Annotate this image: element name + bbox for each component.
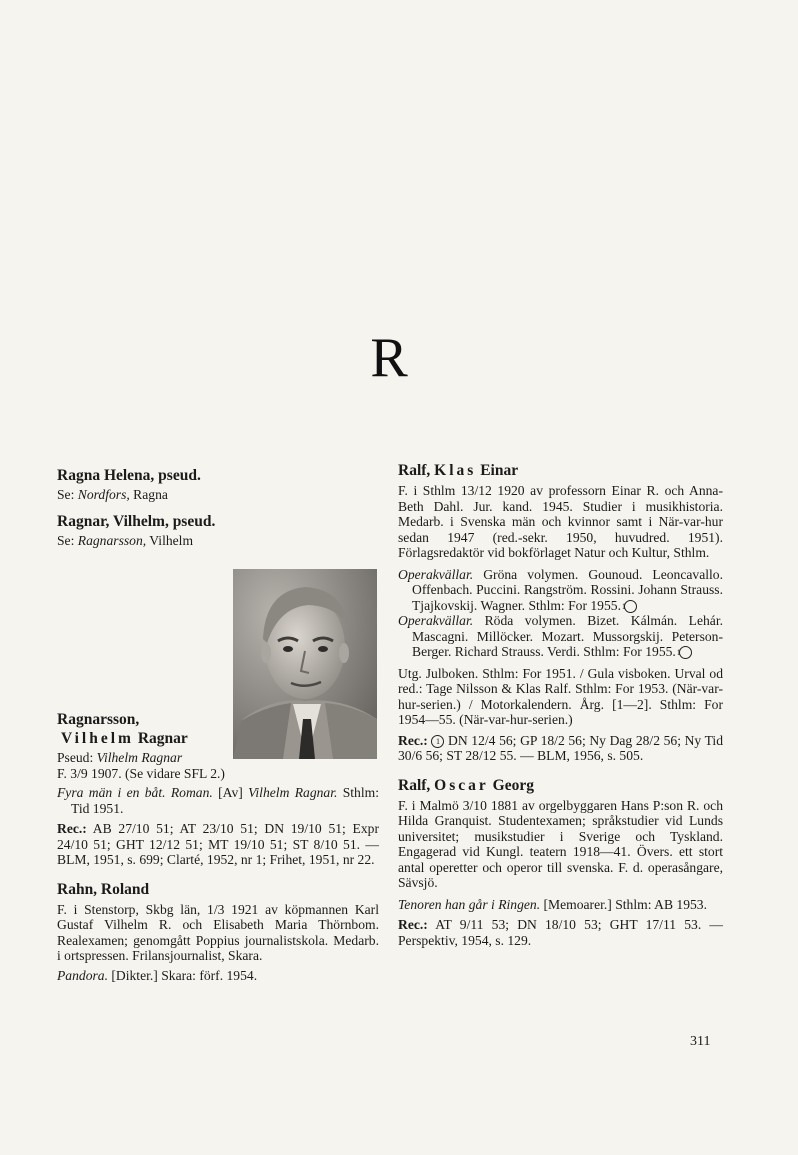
work-item: Fyra män i en båt. Roman. [Av] Vilhelm Ragnar. Sthlm: Tid 1951. (57, 785, 379, 816)
portrait-photo (233, 569, 377, 759)
entry-head: Ragnarsson, (57, 711, 140, 728)
circle-one-icon: 1 (679, 646, 692, 659)
entry-rahn (57, 880, 379, 984)
entry-ragnar (57, 512, 379, 549)
section-letter: R (370, 327, 408, 389)
entry-ralf-klas (398, 461, 723, 764)
birth-line: F. 3/9 1907. (Se vidare SFL 2.) (57, 765, 225, 781)
see-target: Ragnarsson, (77, 532, 147, 548)
biography: F. i Stenstorp, Skbg län, 1/3 1921 av köpmannen Karl Gustaf Vilhelm R. och Elisabeth Maria Thörnbom. Realexamen; genomgått Poppius journalistskola. Medarb. i ortspressen. Frilansjournalist, Skara. (57, 901, 379, 963)
see-target: Nordfors, (77, 487, 130, 502)
biography: F. i Malmö 3/10 1881 av orgelbyggaren Hans P:son R. och Hilda Granquist. Studentexamen; språkstudier vid Lunds universitet; musikstudier i Sverige och Tyskland. Engagerad vid Kungl. teatern 1918—41. Övers. ett stort antal operetter och operor till svenska. F. d. operasångare, Sävsjö. (398, 797, 723, 890)
portrait-photo-icon (233, 569, 377, 759)
entry-head: Ralf, Oscar Georg (398, 776, 534, 794)
reviews: Rec.: 1 DN 12/4 56; GP 18/2 56; Ny Dag 28/2 56; Ny Tid 30/6 56; ST 28/12 55. — BLM, 1956, s. 505. (398, 732, 723, 763)
biography: F. i Sthlm 13/12 1920 av professorn Einar R. och Anna-Beth Dahl. Jur. kand. 1945. Studier i musikhistoria. Medarb. i Svenska män och kvinnor samt i När-var-hur sedan 1947 (red.-sekr. 1950, huvudred. 1951). Förlagsredaktör vid bokförlaget Natur och Kultur, Sthlm. (398, 483, 723, 560)
see-reference: Se: Nordfors, Ragna (57, 487, 168, 502)
pseud-line: Pseud: Vilhelm Ragnar (57, 750, 183, 765)
work-item: Pandora. [Dikter.] Skara: förf. 1954. (57, 967, 258, 983)
page-number: 311 (690, 1034, 711, 1049)
right-column (398, 461, 723, 948)
entry-ralf-oscar (398, 776, 723, 949)
work-item: Tenoren han går i Ringen. [Memoarer.] Sthlm: AB 1953. (398, 896, 707, 912)
entry-head: Ragna Helena, pseud. (57, 467, 201, 484)
entry-head: Ragnar, Vilhelm, pseud. (57, 512, 216, 530)
entry-head-name: Vilhelm Ragnar (61, 730, 188, 747)
see-reference: Se: Ragnarsson, Vilhelm (57, 532, 194, 548)
entry-head: Rahn, Roland (57, 880, 150, 898)
edited-works: Utg. Julboken. Sthlm: For 1951. / Gula visboken. Urval od red.: Tage Nilsson & Klas Ralf. Sthlm: For 1953. (När-var-hur-serien.) / Motorkalendern. Årg. [1—2]. Sthlm: For 1954—55. (När-var-hur-serien.) (398, 665, 723, 727)
circle-one-icon: 1 (431, 735, 444, 748)
entry-ragna (57, 466, 379, 503)
work-item: Operakvällar. Röda volymen. Bizet. Kálmán. Lehár. Mascagni. Millöcker. Mozart. Mussorgskij. Peterson-Berger. Richard Strauss. Verdi. Sthlm: For 1955. 1 (398, 613, 723, 659)
circle-one-icon: 1 (624, 600, 637, 613)
work-item: Operakvällar. Gröna volymen. Gounoud. Leoncavallo. Offenbach. Puccini. Rangström. Rossini. Johann Strauss. Tjajkovskij. Wagner. Sthlm: For 1955. 1 (398, 566, 723, 613)
reviews: Rec.: AB 27/10 51; AT 23/10 51; DN 19/10 51; Expr 24/10 51; GHT 12/12 51; MT 19/10 51; ST 8/10 51. — BLM, 1951, s. 699; Clarté, 1952, nr 1; Frihet, 1951, nr 22. (57, 821, 379, 867)
reviews: Rec.: AT 9/11 53; DN 18/10 53; GHT 17/11 53. — Perspektiv, 1954, s. 129. (398, 917, 723, 948)
entry-head: Ralf, Klas Einar (398, 462, 519, 479)
